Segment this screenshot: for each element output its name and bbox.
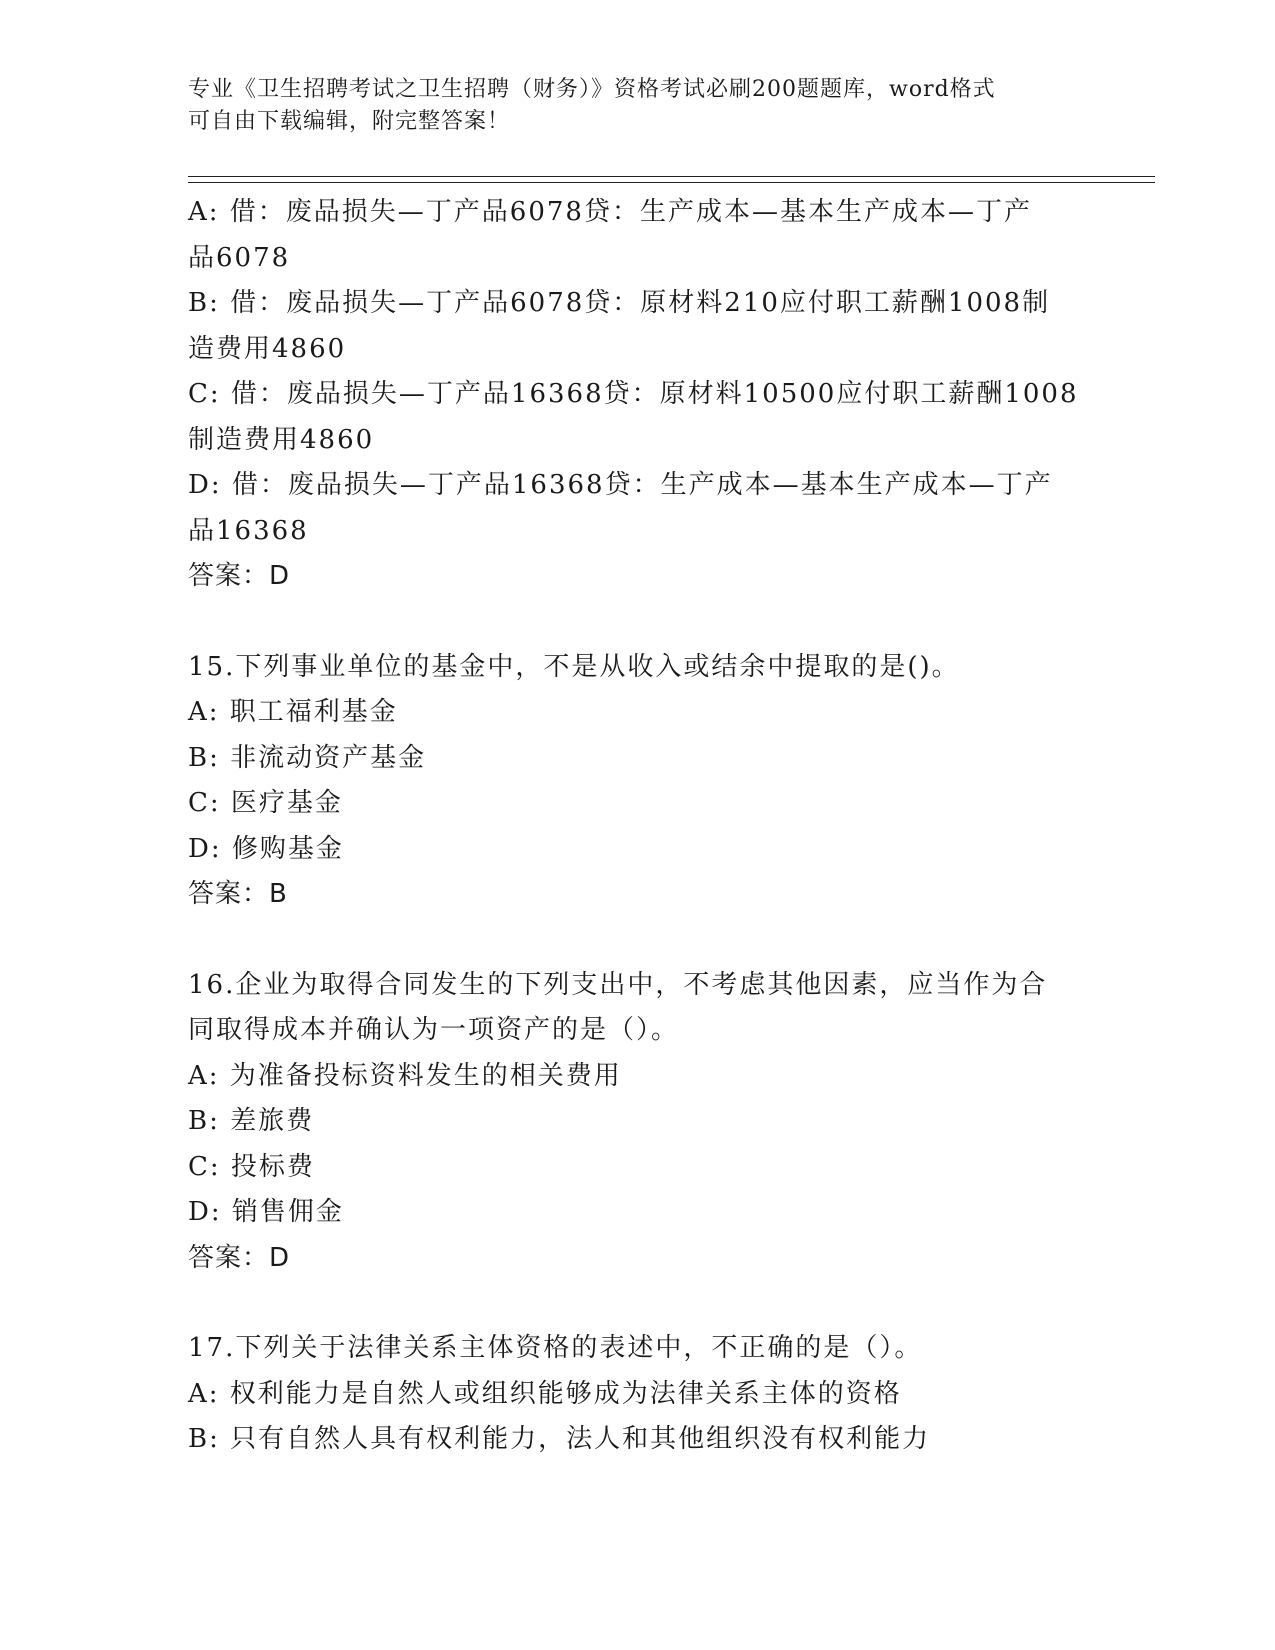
question-text: 17.下列关于法律关系主体资格的表述中，不正确的是（）。 [188, 1333, 923, 1363]
question-15 [188, 645, 1088, 918]
spacer [188, 1281, 1088, 1326]
option-d-line-2: 品16368 [188, 515, 309, 546]
option-a-line-1: A: 借：废品损失—丁产品6078贷：生产成本—基本生产成本—丁产 [188, 197, 1032, 227]
option-a: A: 权利能力是自然人或组织能够成为法律关系主体的资格 [188, 1378, 902, 1409]
option-b: B: 非流动资产基金 [188, 742, 427, 773]
question-list [188, 190, 1088, 1463]
option-d-line-1: D: 借：废品损失—丁产品16368贷：生产成本—基本生产成本—丁产 [188, 470, 1053, 500]
option-b-line-1: B: 借：废品损失—丁产品6078贷：原材料210应付职工薪酬1008制 [188, 288, 1051, 318]
header-title-line-2: 可自由下载编辑，附完整答案！ [188, 109, 511, 134]
question-text: 15.下列事业单位的基金中，不是从收入或结余中提取的是()。 [188, 651, 960, 682]
option-c: C: 医疗基金 [188, 788, 343, 818]
question-text-line-1: 16.企业为取得合同发生的下列支出中，不考虑其他因素，应当作为合 [188, 969, 1048, 1000]
answer-label: 答案：D [188, 1242, 291, 1273]
option-c-line-2: 制造费用4860 [188, 424, 375, 455]
header-rule-bottom [188, 182, 1155, 183]
option-a: A: 职工福利基金 [188, 697, 398, 727]
question-14 [188, 190, 1088, 600]
option-b: B: 差旅费 [188, 1106, 315, 1136]
option-c-line-1: C: 借：废品损失—丁产品16368贷：原材料10500应付职工薪酬1008 [188, 379, 1079, 409]
option-d: D: 销售佣金 [188, 1197, 344, 1227]
answer-label: 答案：B [188, 879, 288, 909]
option-b-line-2: 造费用4860 [188, 333, 347, 364]
option-b: B: 只有自然人具有权利能力，法人和其他组织没有权利能力 [188, 1424, 931, 1454]
spacer [188, 600, 1088, 645]
spacer [188, 918, 1088, 963]
question-17 [188, 1326, 1088, 1463]
option-d: D: 修购基金 [188, 833, 344, 864]
option-a-line-2: 品6078 [188, 242, 291, 273]
option-c: C: 投标费 [188, 1151, 315, 1182]
question-16 [188, 963, 1088, 1282]
header-rule-top [188, 176, 1155, 177]
option-a: A: 为准备投标资料发生的相关费用 [188, 1060, 622, 1091]
header-title-line-1: 专业《卫生招聘考试之卫生招聘（财务）》资格考试必刷200题题库，word格式 [188, 77, 996, 102]
answer-label: 答案：D [188, 561, 291, 591]
question-text-line-2: 同取得成本并确认为一项资产的是（）。 [188, 1015, 680, 1045]
document-header [188, 74, 1068, 138]
